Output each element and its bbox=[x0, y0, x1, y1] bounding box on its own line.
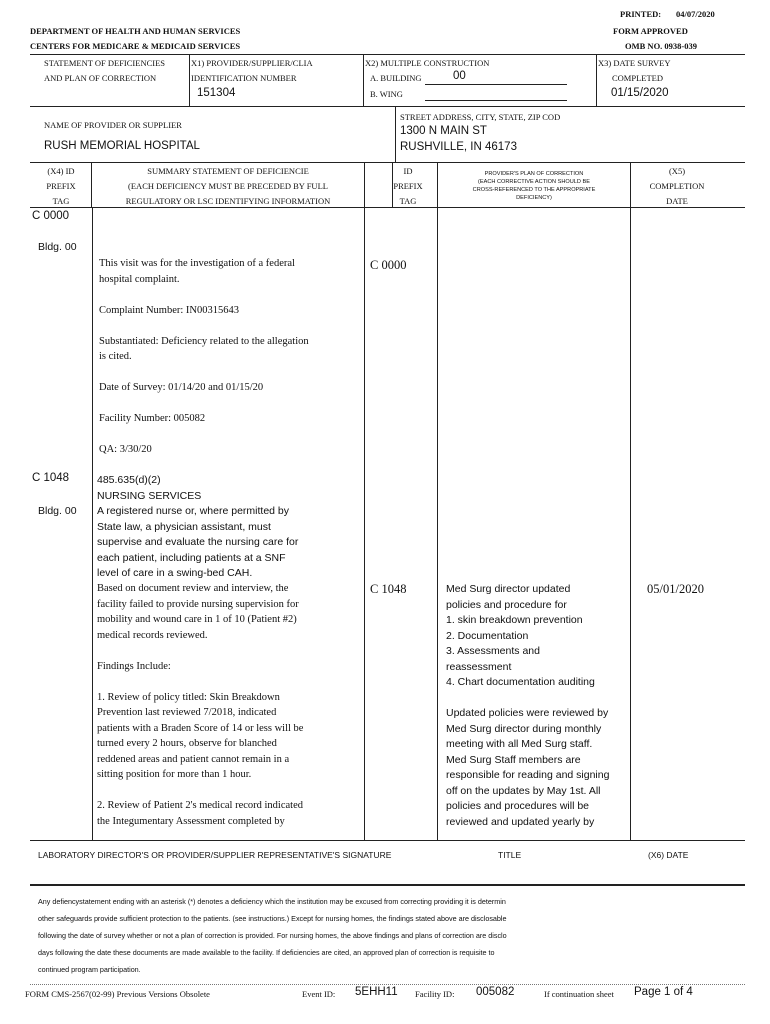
x1-label-2: IDENTIFICATION NUMBER bbox=[191, 73, 297, 83]
text-line: reddened areas and patient cannot remain in a bbox=[97, 753, 290, 765]
disclaimer-line: Any defiencystatement ending with an asterisk (*) denotes a deficiency which the institution may be excused from correcting providing it is determin bbox=[38, 897, 506, 906]
bldg-c0000: Bldg. 00 bbox=[38, 241, 77, 253]
x3-label: X3) DATE SURVEY bbox=[598, 58, 671, 68]
event-id-value: 5EHH11 bbox=[355, 986, 398, 998]
form-number: FORM CMS-2567(02-99) Previous Versions Obsolete bbox=[25, 989, 210, 999]
disclaimer bbox=[38, 893, 743, 978]
x3-label-2: COMPLETED bbox=[612, 73, 663, 83]
text-line: responsible for reading and signing bbox=[446, 769, 610, 781]
disclaimer-line: continued program participation. bbox=[38, 965, 141, 974]
address-label: STREET ADDRESS, CITY, STATE, ZIP COD bbox=[400, 112, 561, 122]
text-line: This visit was for the investigation of a federal bbox=[99, 258, 295, 269]
text-line: turned every 2 hours, observe for blanched bbox=[97, 738, 277, 749]
address-line-2: RUSHVILLE, IN 46173 bbox=[400, 141, 517, 153]
date-label: (X6) DATE bbox=[648, 850, 689, 860]
prefix-c1048: C 1048 bbox=[370, 582, 407, 596]
signature-divider bbox=[30, 884, 745, 886]
text-line: the Integumentary Assessment completed by bbox=[97, 815, 285, 827]
survey-date: 01/15/2020 bbox=[611, 87, 669, 99]
page-number: Page 1 of 4 bbox=[634, 986, 693, 998]
x5-header-2: COMPLETION bbox=[649, 181, 705, 191]
paragraph bbox=[99, 411, 361, 427]
id-header-1: ID bbox=[403, 166, 413, 176]
x1-label: X1) PROVIDER/SUPPLIER/CLIA bbox=[191, 58, 313, 68]
wing-label: B. WING bbox=[370, 89, 403, 99]
plan-header-3: CROSS-REFERENCED TO THE APPROPRIATE bbox=[472, 187, 596, 193]
text-line: Complaint Number: IN00315643 bbox=[99, 304, 239, 316]
text-line: 485.635(d)(2) bbox=[97, 474, 161, 486]
id-header-3: TAG bbox=[399, 196, 417, 206]
text-line: level of care in a swing-bed CAH. bbox=[97, 567, 253, 579]
text-line: facility failed to provide nursing supervision for bbox=[97, 598, 299, 610]
text-line: Med Surg Staff members are bbox=[446, 753, 581, 766]
text-line: off on the updates by May 1st. All bbox=[446, 784, 601, 797]
summary-header-2: (EACH DEFICIENCY MUST BE PRECEDED BY FULL bbox=[128, 181, 328, 191]
text-line: 2. Documentation bbox=[446, 629, 529, 642]
footer-divider bbox=[30, 984, 745, 985]
text-line: A registered nurse or, where permitted by bbox=[97, 505, 290, 517]
paragraph bbox=[97, 659, 362, 675]
tag-c1048: C 1048 bbox=[32, 472, 70, 484]
building-underline bbox=[425, 84, 567, 85]
facility-id-label: Facility ID: bbox=[415, 989, 455, 999]
regulation-text bbox=[97, 473, 362, 582]
text-line: QA: 3/30/20 bbox=[99, 444, 152, 455]
text-line: policies and procedure for bbox=[446, 598, 567, 611]
text-line: Med Surg director updated bbox=[446, 583, 571, 595]
paragraph bbox=[97, 798, 362, 829]
text-line: Updated policies were reviewed by bbox=[446, 707, 609, 719]
paragraph bbox=[99, 256, 361, 287]
plan-header-2: (EACH CORRECTIVE ACTION SHOULD BE bbox=[478, 179, 590, 185]
summary-c0000 bbox=[99, 256, 361, 473]
text-line: medical records reviewed. bbox=[97, 629, 208, 641]
text-line: reassessment bbox=[446, 660, 512, 673]
completion-date-c1048: 05/01/2020 bbox=[647, 582, 704, 596]
summary-c1048 bbox=[97, 581, 362, 829]
wing-underline bbox=[425, 100, 567, 101]
text-line: is cited. bbox=[99, 351, 132, 362]
text-line: 3. Assessments and bbox=[446, 645, 540, 657]
address-line-1: 1300 N MAIN ST bbox=[400, 125, 487, 137]
summary-header-3: REGULATORY OR LSC IDENTIFYING INFORMATION bbox=[125, 196, 331, 206]
text-line: hospital complaint. bbox=[99, 273, 180, 285]
paragraph bbox=[99, 380, 361, 396]
facility-id-value: 005082 bbox=[476, 986, 515, 998]
text-line: Facility Number: 005082 bbox=[99, 413, 206, 424]
text-line: 2. Review of Patient 2's medical record indicated bbox=[97, 800, 303, 811]
text-line: meeting with all Med Surg staff. bbox=[446, 738, 593, 750]
tag-c0000: C 0000 bbox=[32, 210, 70, 222]
plan-label: AND PLAN OF CORRECTION bbox=[44, 73, 157, 83]
text-line: each patient, including patients at a SNF bbox=[97, 551, 286, 564]
text-line: Based on document review and interview, the bbox=[97, 583, 289, 594]
text-line: 1. Review of policy titled: Skin Breakdown bbox=[97, 691, 280, 703]
omb-number: OMB NO. 0938-039 bbox=[625, 41, 698, 51]
bldg-c1048: Bldg. 00 bbox=[38, 505, 77, 517]
paragraph bbox=[446, 582, 628, 691]
text-line: NURSING SERVICES bbox=[97, 489, 202, 502]
text-line: State law, a physician assistant, must bbox=[97, 520, 271, 533]
event-id-label: Event ID: bbox=[302, 989, 336, 999]
paragraph bbox=[99, 442, 361, 458]
plan-header-1: PROVIDER'S PLAN OF CORRECTION bbox=[484, 171, 584, 177]
form-approved: FORM APPROVED bbox=[613, 26, 688, 36]
x4-header-3: TAG bbox=[52, 196, 70, 206]
paragraph bbox=[99, 303, 361, 319]
paragraph bbox=[99, 334, 361, 365]
printed-label: PRINTED: bbox=[620, 9, 662, 19]
text-line: Med Surg director during monthly bbox=[446, 722, 602, 735]
continuation-label: If continuation sheet bbox=[544, 989, 614, 999]
x4-header-1: (X4) ID bbox=[47, 166, 75, 176]
x4-header-2: PREFIX bbox=[46, 181, 76, 191]
provider-name-label: NAME OF PROVIDER OR SUPPLIER bbox=[44, 120, 182, 130]
x5-header-3: DATE bbox=[666, 196, 688, 206]
x5-header-1: (X5) bbox=[668, 166, 686, 176]
text-line: 4. Chart documentation auditing bbox=[446, 676, 595, 688]
plan-c1048 bbox=[446, 582, 628, 830]
building-label: A. BUILDING bbox=[370, 73, 422, 83]
provider-name: RUSH MEMORIAL HOSPITAL bbox=[44, 140, 200, 152]
paragraph bbox=[97, 690, 362, 783]
disclaimer-line: other safeguards provide sufficient protection to the patients. (see instructions.) Except for nursing homes, the findings stated above are disclosable bbox=[38, 914, 507, 923]
building-value: 00 bbox=[453, 70, 466, 82]
paragraph bbox=[97, 581, 362, 643]
text-line: patients with a Braden Score of 14 or less will be bbox=[97, 722, 304, 734]
summary-header-1: SUMMARY STATEMENT OF DEFICIENCIE bbox=[147, 166, 309, 176]
text-line: Prevention last reviewed 7/2018, indicated bbox=[97, 707, 277, 718]
text-line: sitting position for more than 1 hour. bbox=[97, 769, 252, 780]
text-line: supervise and evaluate the nursing care for bbox=[97, 536, 299, 548]
provider-id: 151304 bbox=[197, 87, 236, 99]
text-line: mobility and wound care in 1 of 10 (Patient #2) bbox=[97, 614, 297, 625]
text-line: Substantiated: Deficiency related to the allegation bbox=[99, 335, 309, 347]
id-header-2: PREFIX bbox=[393, 181, 423, 191]
text-line: policies and procedures will be bbox=[446, 800, 589, 812]
text-line: Findings Include: bbox=[97, 660, 171, 672]
printed-date: 04/07/2020 bbox=[676, 9, 715, 19]
title-label: TITLE bbox=[498, 850, 522, 860]
text-line: Date of Survey: 01/14/20 and 01/15/20 bbox=[99, 382, 264, 393]
department-name: DEPARTMENT OF HEALTH AND HUMAN SERVICES bbox=[30, 26, 241, 36]
disclaimer-line: days following the date these documents are made available to the facility. If deficiencies are cited, an approved plan of correction is requisite to bbox=[38, 948, 495, 957]
x2-label: X2) MULTIPLE CONSTRUCTION bbox=[365, 58, 490, 68]
text-line: 1. skin breakdown prevention bbox=[446, 614, 583, 626]
disclaimer-line: following the date of survey whether or not a plan of correction is provided. For nursing homes, the above findings and plans of correction are disclo bbox=[38, 931, 507, 940]
text-line: reviewed and updated yearly by bbox=[446, 815, 595, 828]
plan-header-4: DEFICIENCY) bbox=[516, 195, 552, 201]
statement-label: STATEMENT OF DEFICIENCIES bbox=[44, 58, 166, 68]
signature-label: LABORATORY DIRECTOR'S OR PROVIDER/SUPPLIER REPRESENTATIVE'S SIGNATURE bbox=[38, 850, 392, 860]
paragraph bbox=[446, 706, 628, 830]
centers-name: CENTERS FOR MEDICARE & MEDICAID SERVICES bbox=[30, 41, 241, 51]
prefix-c0000: C 0000 bbox=[370, 258, 407, 272]
